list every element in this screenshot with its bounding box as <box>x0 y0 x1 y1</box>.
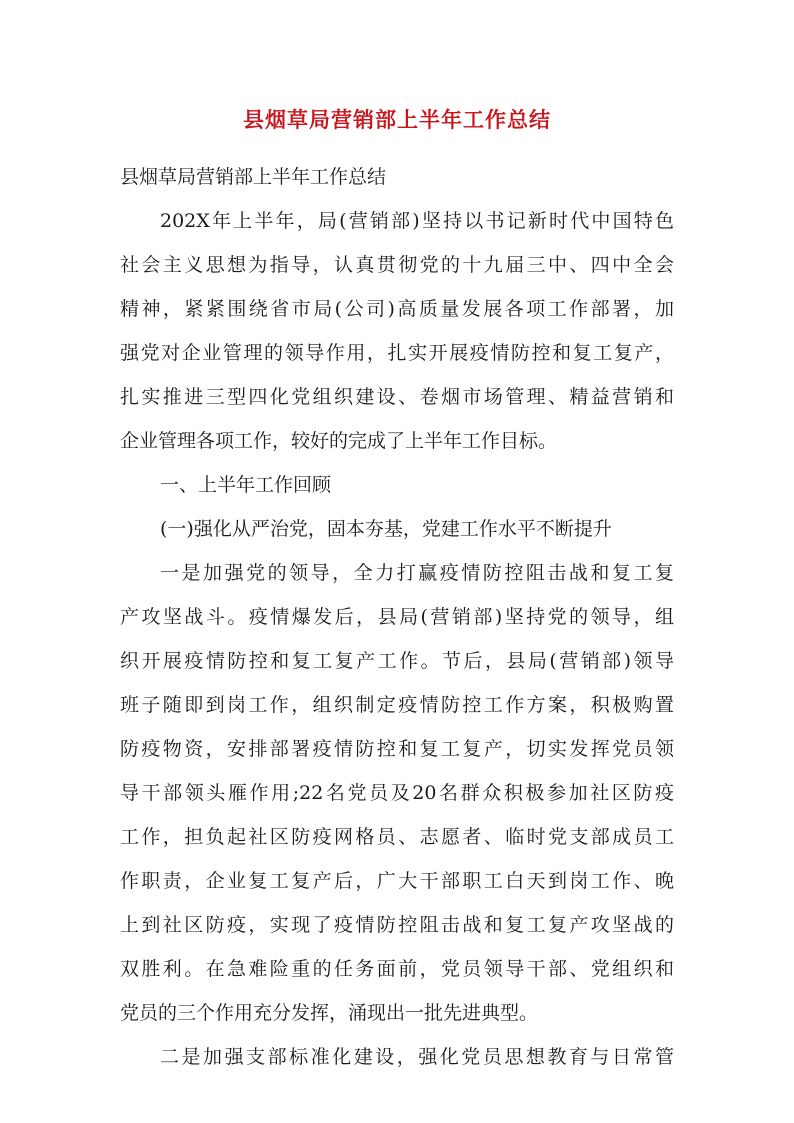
section-heading: 一、上半年工作回顾 <box>160 474 332 496</box>
paragraph-line: 企业管理各项工作，较好的完成了上半年工作目标。 <box>120 430 558 452</box>
paragraph-line: 防疫物资，安排部署疫情防控和复工复产，切实发挥党员领 <box>120 738 674 760</box>
paragraph-line: 二是加强支部标准化建设，强化党员思想教育与日常管 <box>160 1046 674 1068</box>
paragraph-line: 织开展疫情防控和复工复产工作。节后，县局(营销部)领导 <box>120 650 674 672</box>
paragraph-line: 党员的三个作用充分发挥，涌现出一批先进典型。 <box>120 1002 539 1024</box>
paragraph-line: 作职责，企业复工复产后，广大干部职工白天到岗工作、晚 <box>120 870 674 892</box>
subtitle-line: 县烟草局营销部上半年工作总结 <box>120 166 387 188</box>
document-body <box>120 155 674 1079</box>
paragraph-line: 社会主义思想为指导，认真贯彻党的十九届三中、四中全会 <box>120 254 674 276</box>
paragraph-line: 202X年上半年，局(营销部)坚持以书记新时代中国特色 <box>160 210 674 232</box>
paragraph-line: 工作，担负起社区防疫网格员、志愿者、临时党支部成员工 <box>120 826 674 848</box>
paragraph-line: 导干部领头雁作用;22名党员及20名群众积极参加社区防疫 <box>120 782 674 804</box>
paragraph-line: 扎实推进三型四化党组织建设、卷烟市场管理、精益营销和 <box>120 386 674 408</box>
paragraph-line: 强党对企业管理的领导作用，扎实开展疫情防控和复工复产， <box>120 342 674 364</box>
paragraph-line: 精神，紧紧围绕省市局(公司)高质量发展各项工作部署，加 <box>120 298 674 320</box>
paragraph-line: 产攻坚战斗。疫情爆发后，县局(营销部)坚持党的领导，组 <box>120 606 674 628</box>
paragraph-line: 双胜利。在急难险重的任务面前，党员领导干部、党组织和 <box>120 958 674 980</box>
document-title: 县烟草局营销部上半年工作总结 <box>243 107 551 132</box>
paragraph-line: 上到社区防疫，实现了疫情防控阻击战和复工复产攻坚战的 <box>120 914 674 936</box>
subsection-heading: (一)强化从严治党，固本夯基，党建工作水平不断提升 <box>160 518 612 540</box>
paragraph-line: 一是加强党的领导，全力打赢疫情防控阻击战和复工复 <box>160 562 674 584</box>
paragraph-line: 班子随即到岗工作，组织制定疫情防控工作方案，积极购置 <box>120 694 674 716</box>
